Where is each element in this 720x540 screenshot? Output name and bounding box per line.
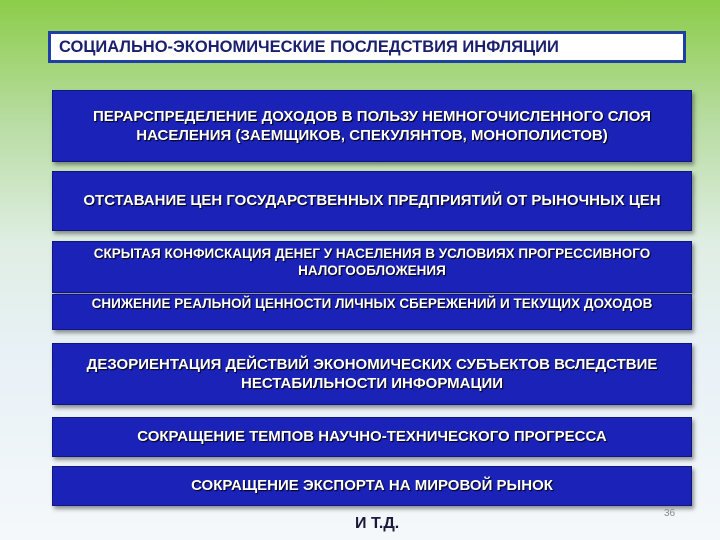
consequence-box-savings-value-decline: СНИЖЕНИЕ РЕАЛЬНОЙ ЦЕННОСТИ ЛИЧНЫХ СБЕРЕЖЕНИЙ И ТЕКУЩИХ ДОХОДОВ — [52, 294, 692, 330]
consequence-box-disorientation: ДЕЗОРИЕНТАЦИЯ ДЕЙСТВИЙ ЭКОНОМИЧЕСКИХ СУБЪЕКТОВ ВСЛЕДСТВИЕ НЕСТАБИЛЬНОСТИ ИНФОРМАЦИИ — [52, 343, 692, 405]
consequence-box-state-prices-lag: ОТСТАВАНИЕ ЦЕН ГОСУДАРСТВЕННЫХ ПРЕДПРИЯТИЙ ОТ РЫНОЧНЫХ ЦЕН — [52, 171, 692, 231]
consequence-box-progress-slowdown: СОКРАЩЕНИЕ ТЕМПОВ НАУЧНО-ТЕХНИЧЕСКОГО ПРОГРЕССА — [52, 417, 692, 457]
page-number: 36 — [664, 508, 676, 519]
slide-title: СОЦИАЛЬНО-ЭКОНОМИЧЕСКИЕ ПОСЛЕДСТВИЯ ИНФЛЯЦИИ — [48, 31, 686, 63]
etc-text: И Т.Д. — [355, 515, 400, 532]
consequence-box-hidden-confiscation: СКРЫТАЯ КОНФИСКАЦИЯ ДЕНЕГ У НАСЕЛЕНИЯ В УСЛОВИЯХ ПРОГРЕССИВНОГО НАЛОГООБЛОЖЕНИЯ — [52, 241, 692, 293]
consequence-box-income-redistribution: ПЕРАРСПРЕДЕЛЕНИЕ ДОХОДОВ В ПОЛЬЗУ НЕМНОГОЧИСЛЕННОГО СЛОЯ НАСЕЛЕНИЯ (ЗАЕМЩИКОВ, СПЕКУЛЯНТОВ, МОНОПОЛИСТОВ) — [52, 90, 692, 162]
consequence-box-export-reduction: СОКРАЩЕНИЕ ЭКСПОРТА НА МИРОВОЙ РЫНОК — [52, 466, 692, 506]
